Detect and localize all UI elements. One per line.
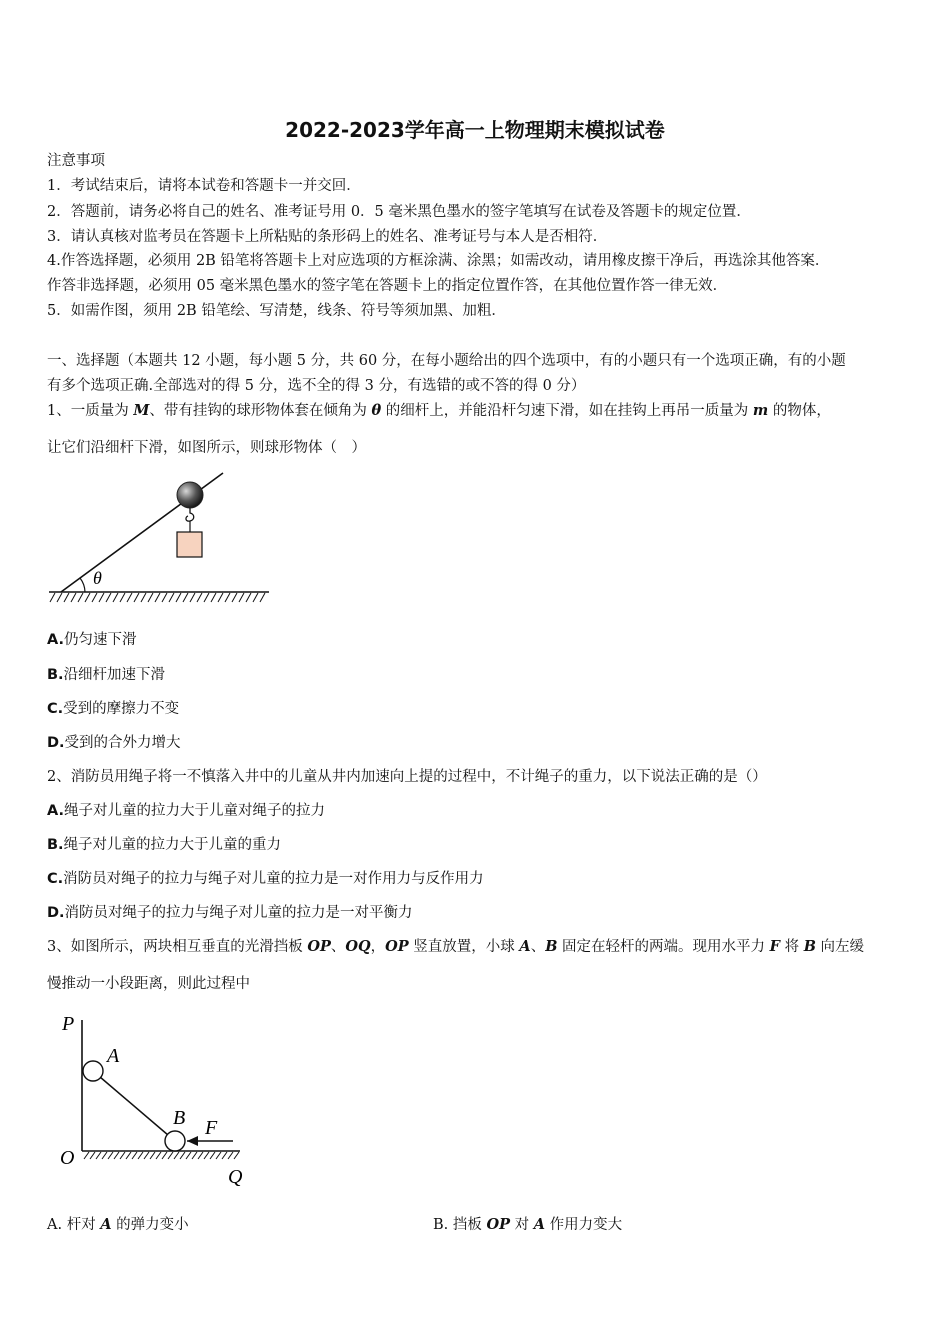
- ball-object: [177, 482, 203, 508]
- hook: [186, 508, 194, 521]
- q3-stem-line1: 3、如图所示，两块相互垂直的光滑挡板 OP、OQ，OP 竖直放置，小球 A、B 固定在轻杆的两端。现用水平力 F 将 B 向左缓: [47, 938, 865, 955]
- section-instructions-line2: 有多个选项正确.全部选对的得 5 分，选不全的得 3 分，有选错的或不答的得 0 分）: [47, 378, 586, 394]
- label-o: O: [60, 1147, 75, 1169]
- q2-option-b: B.绳子对儿童的拉力大于儿童的重力: [47, 837, 282, 853]
- label-q: Q: [228, 1166, 243, 1188]
- q2-option-c: C.消防员对绳子的拉力与绳子对儿童的拉力是一对作用力与反作用力: [47, 871, 484, 887]
- ball-b: [165, 1131, 185, 1151]
- q1-stem-line2: 让它们沿细杆下滑，如图所示，则球形物体（ ）: [47, 440, 366, 456]
- notice-item-4: 4.作答选择题，必须用 2B 铅笔将答题卡上对应选项的方框涂满、涂黑；如需改动，请用橡皮擦干净后，再选涂其他答案．: [47, 253, 830, 269]
- notice-heading: 注意事项: [47, 153, 105, 169]
- notice-item-4b: 作答非选择题，必须用 05 毫米黑色墨水的签字笔在答题卡上的指定位置作答，在其他位置作答一律无效．: [47, 278, 728, 294]
- label-f: F: [205, 1117, 218, 1139]
- notice-item-3: 3．请认真核对监考员在答题卡上所粘贴的条形码上的姓名、准考证号与本人是否相符．: [47, 229, 608, 245]
- q2-option-a: A.绳子对儿童的拉力大于儿童对绳子的拉力: [47, 803, 325, 819]
- notice-item-2: 2．答题前，请务必将自己的姓名、准考证号用 0．5 毫米黑色墨水的签字笔填写在试卷及答题卡的规定位置．: [47, 204, 751, 220]
- q1-option-a: A.仍匀速下滑: [47, 632, 137, 648]
- label-a: A: [107, 1045, 120, 1067]
- page-title: 2022-2023学年高一上物理期末模拟试卷: [285, 118, 665, 142]
- notice-item-5: 5．如需作图，须用 2B 铅笔绘、写清楚，线条、符号等须加黑、加粗．: [47, 303, 506, 319]
- q1-angle-label: θ: [93, 568, 102, 588]
- q1-option-b: B.沿细杆加速下滑: [47, 667, 166, 683]
- label-b: B: [173, 1107, 186, 1129]
- hanging-block: [177, 532, 202, 557]
- q3-stem-line2: 慢推动一小段距离，则此过程中: [47, 976, 250, 992]
- q2-stem: 2、消防员用绳子将一不慎落入井中的儿童从井内加速向上提的过程中，不计绳子的重力，以下说法正确的是（）: [47, 769, 767, 785]
- q3-option-a: A. 杆对 A 的弹力变小: [47, 1216, 189, 1233]
- q3-option-b: B. 挡板 OP 对 A 作用力变大: [433, 1216, 623, 1233]
- q1-option-c: C.受到的摩擦力不变: [47, 701, 180, 717]
- q1-figure-incline: [45, 470, 275, 605]
- q1-option-d: D.受到的合外力增大: [47, 735, 181, 751]
- ball-a: [83, 1061, 103, 1081]
- q3-figure-walls: [55, 1008, 260, 1193]
- section-instructions-line1: 一、选择题（本题共 12 小题，每小题 5 分，共 60 分，在每小题给出的四个选项中，有的小题只有一个选项正确，有的小题: [47, 353, 846, 369]
- q1-stem-line1: 1、一质量为 M、带有挂钩的球形物体套在倾角为 θ 的细杆上，并能沿杆匀速下滑，如在挂钩上再吊一质量为 m 的物体，: [47, 402, 831, 419]
- q2-option-d: D.消防员对绳子的拉力与绳子对儿童的拉力是一对平衡力: [47, 905, 413, 921]
- force-arrow: [187, 1136, 198, 1146]
- label-p: P: [62, 1013, 75, 1035]
- notice-item-1: 1．考试结束后，请将本试卷和答题卡一并交回．: [47, 178, 361, 194]
